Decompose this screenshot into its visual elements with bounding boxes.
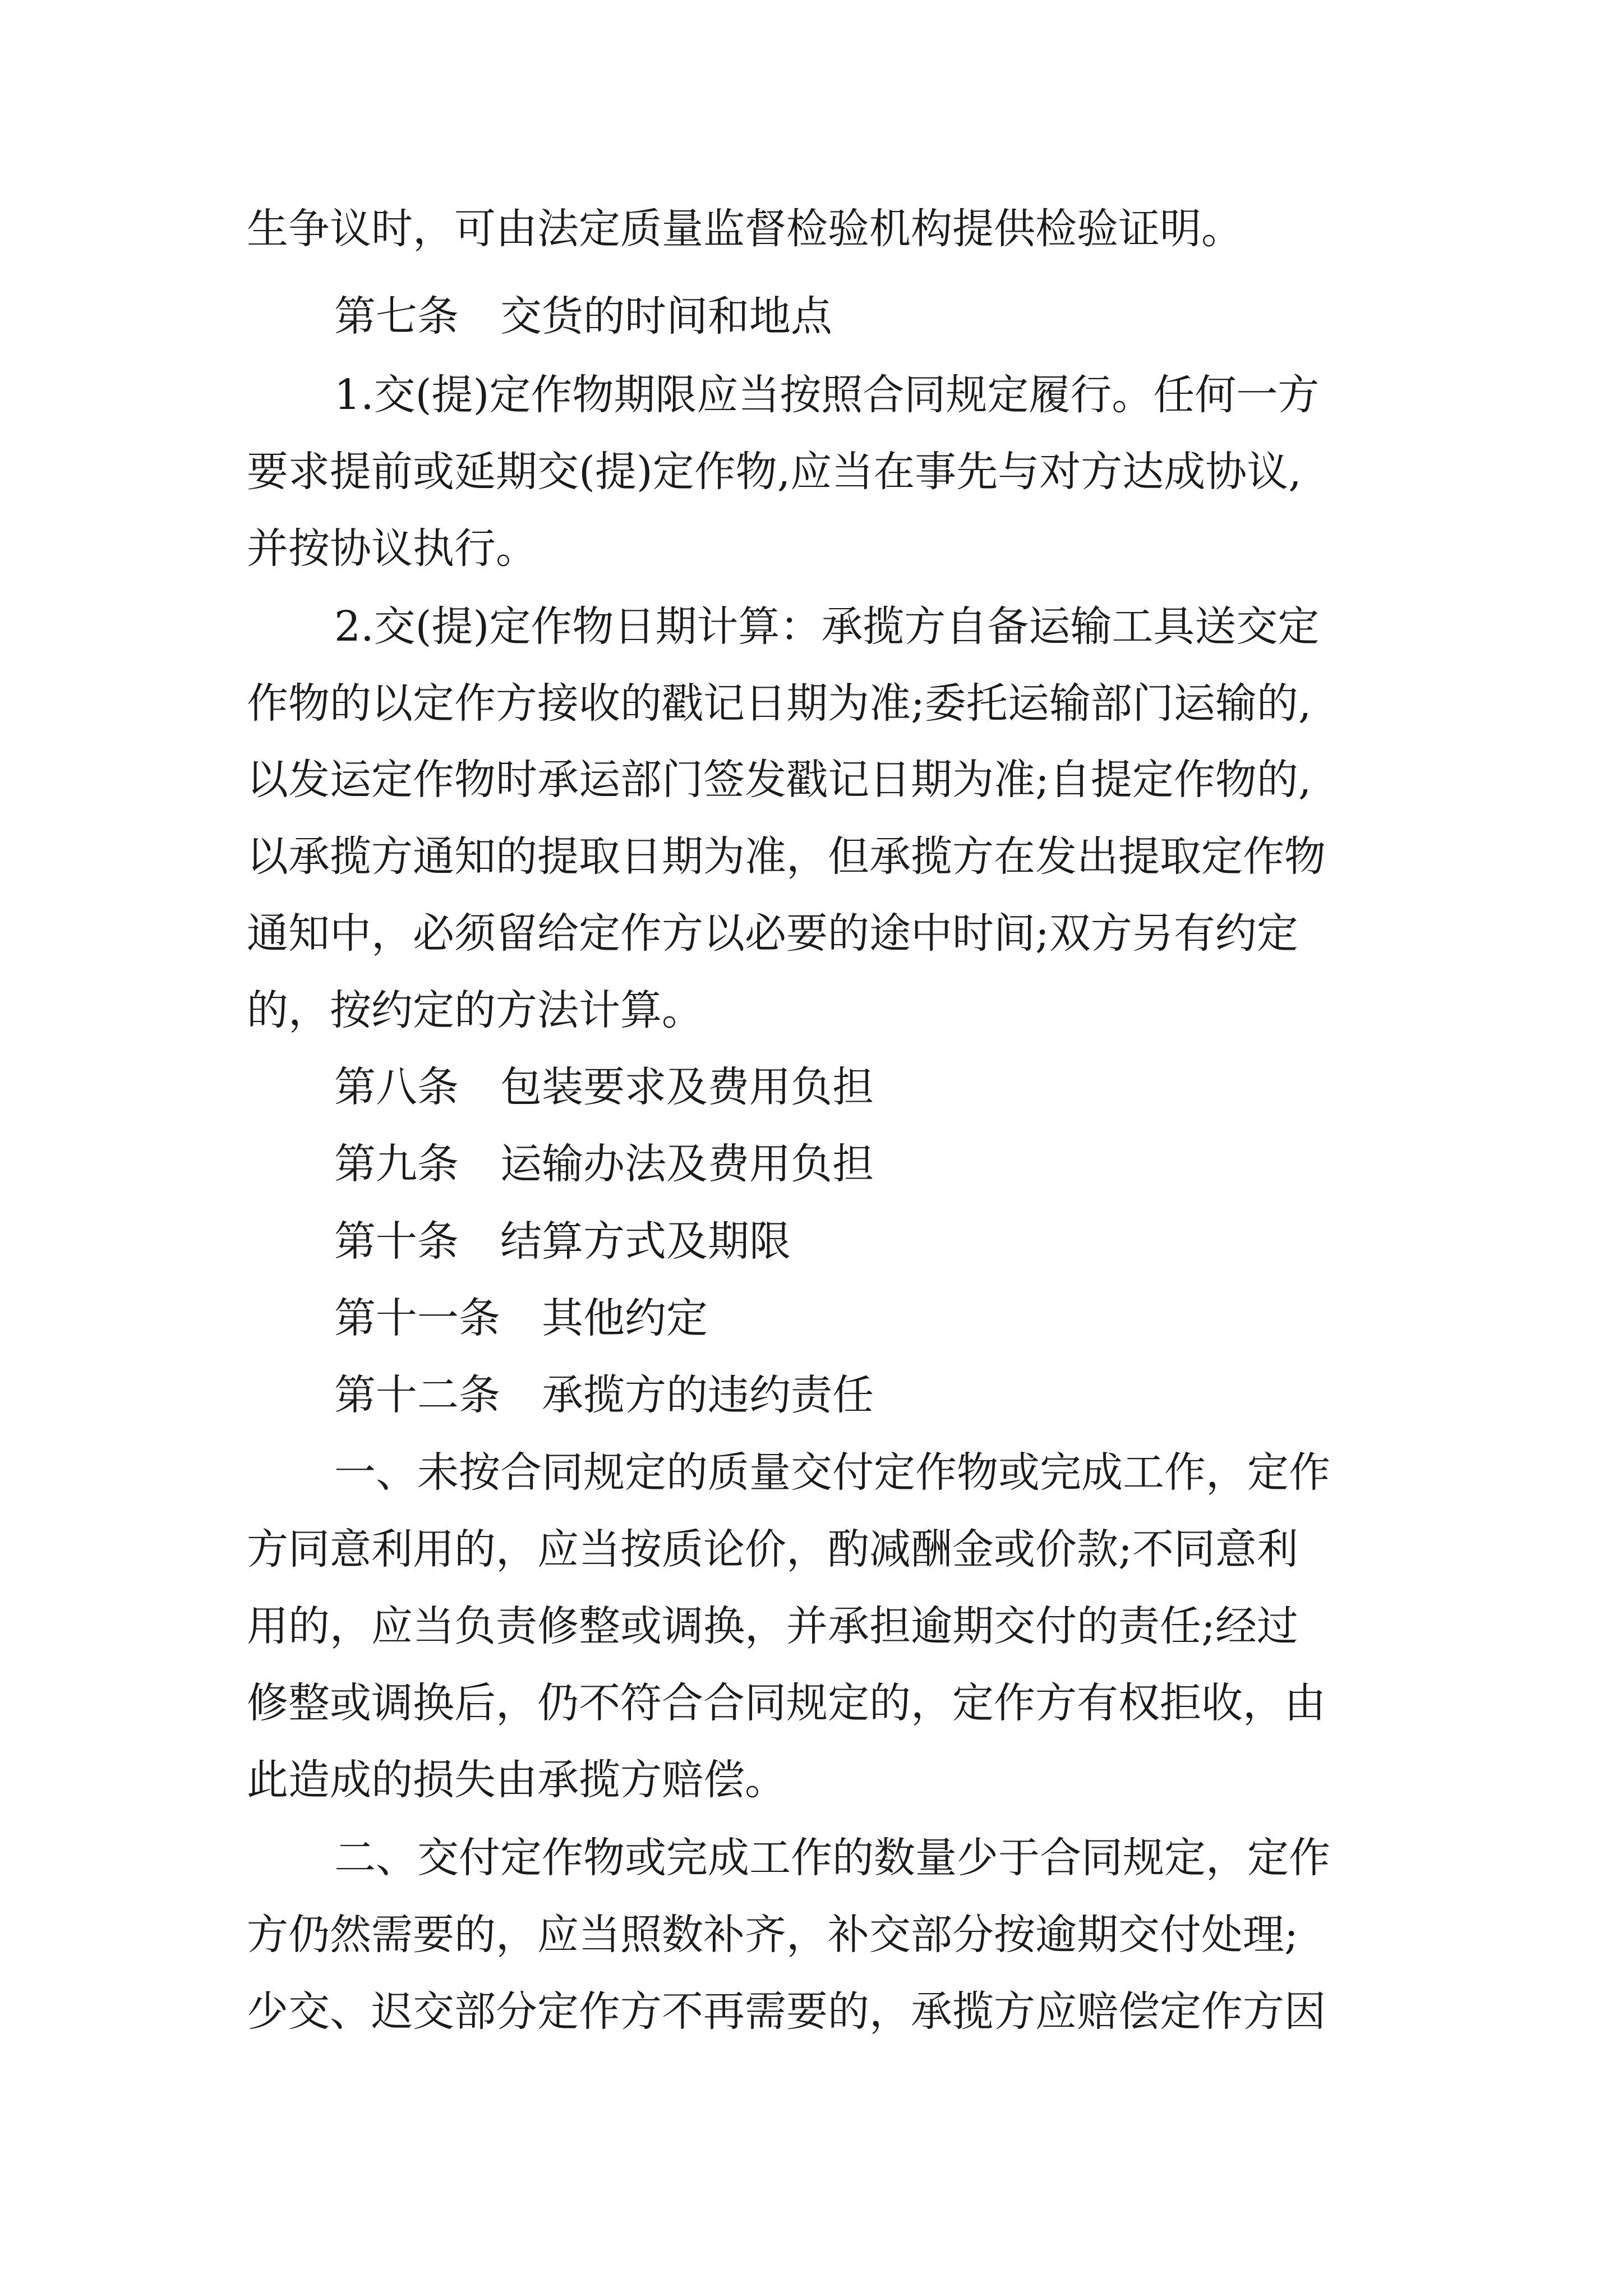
article-heading: 第七条 交货的时间和地点 — [334, 292, 832, 341]
article-heading: 第九条 运输办法及费用负担 — [334, 1140, 874, 1188]
text-line: 的，按约定的方法计算。 — [247, 986, 703, 1034]
text-line: 一、未按合同规定的质量交付定作物或完成工作，定作 — [334, 1448, 1330, 1497]
text-line: 用的，应当负责修整或调换，并承担逾期交付的责任;经过 — [247, 1602, 1298, 1650]
article-heading: 第八条 包装要求及费用负担 — [334, 1063, 874, 1111]
text-line: 生争议时，可由法定质量监督检验机构提供检验证明。 — [247, 205, 1243, 253]
text-line: 要求提前或延期交(提)定作物,应当在事先与对方达成协议, — [247, 448, 1302, 496]
article-heading: 第十条 结算方式及期限 — [334, 1217, 791, 1266]
text-line: 以承揽方通知的提取日期为准，但承揽方在发出提取定作物 — [247, 832, 1326, 881]
text-line: 通知中，必须留给定作方以必要的途中时间;双方另有约定 — [247, 909, 1298, 958]
text-line: 少交、迟交部分定作方不再需要的，承揽方应赔偿定作方因 — [247, 1987, 1326, 2036]
text-line: 作物的以定作方接收的戳记日期为准;委托运输部门运输的, — [247, 679, 1312, 728]
article-heading: 第十二条 承揽方的违约责任 — [334, 1371, 874, 1419]
text-line: 并按协议执行。 — [247, 524, 537, 573]
article-heading: 第十一条 其他约定 — [334, 1294, 708, 1342]
text-line: 方同意利用的，应当按质论价，酌减酬金或价款;不同意利 — [247, 1525, 1298, 1573]
text-line: 此造成的损失由承揽方赔偿。 — [247, 1756, 786, 1804]
text-line: 修整或调换后，仍不符合合同规定的，定作方有权拒收，由 — [247, 1679, 1326, 1727]
text-line: 2.交(提)定作物日期计算：承揽方自备运输工具送交定 — [334, 602, 1320, 651]
text-line: 1.交(提)定作物期限应当按照合同规定履行。任何一方 — [334, 371, 1320, 419]
text-line: 方仍然需要的，应当照数补齐，补交部分按逾期交付处理; — [247, 1911, 1298, 1959]
text-line: 以发运定作物时承运部门签发戳记日期为准;自提定作物的, — [247, 756, 1312, 804]
text-line: 二、交付定作物或完成工作的数量少于合同规定，定作 — [334, 1834, 1330, 1882]
